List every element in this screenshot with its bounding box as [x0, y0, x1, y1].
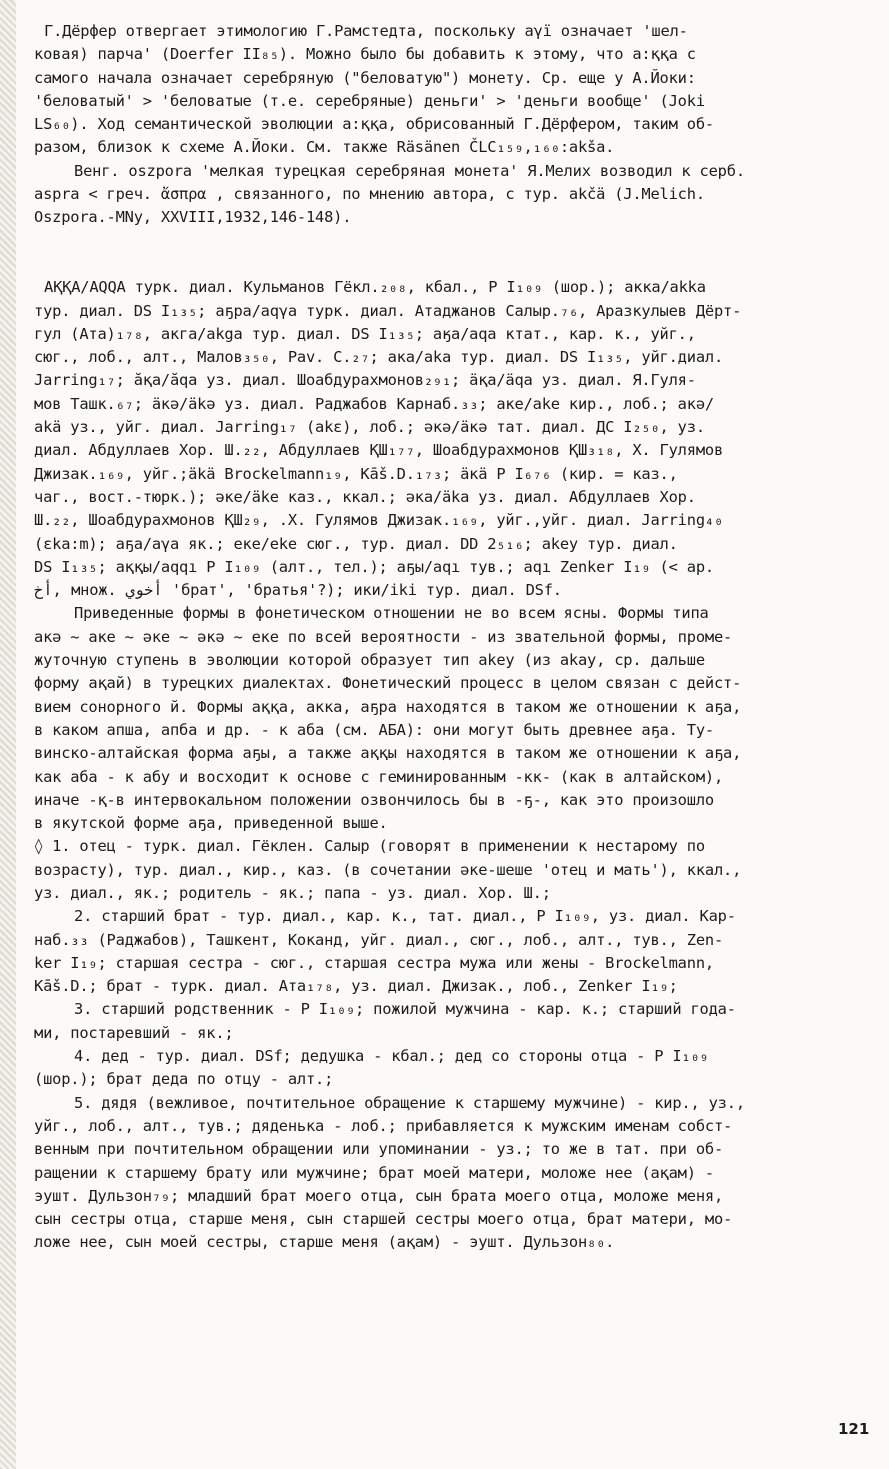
- paragraph-gap: [34, 230, 878, 253]
- text-line: тур. диал. DS I₁₃₅; аҕра/aqγa турк. диал. Атаджанов Салыр.₇₆, Аразкулыев Дёрт-: [34, 301, 742, 320]
- text-line: самого начала означает серебряную ("беловатую") монету. Ср. еще у А.Йоки:: [34, 68, 696, 87]
- meaning-line: уз. диал., як.; родитель - як.; папа - уз. диал. Хор. Ш.;: [34, 883, 551, 902]
- text-line: гул (Ата)₁₇₈, акга/akga тур. диал. DS I₁₃₅; аӄа/aqa ктат., кар. к., уйг.,: [34, 324, 696, 343]
- text-line: в каком апша, апба и др. - к аба (см. АБА): они могут быть древнее аҕа. Ту-: [34, 720, 714, 739]
- text-line: akä уз., уйг. диал. Jarring₁₇ (akε), лоб.; әкә/ӓкә тат. диал. ДС I₂₅₀, уз.: [34, 418, 705, 437]
- page-number: 121: [838, 1420, 870, 1438]
- meaning-line: наб.₃₃ (Раджабов), Ташкент, Коканд, уйг. диал., сюг., лоб., алт., тув., Zen-: [34, 930, 724, 949]
- meaning-line: 5. дядя (вежливое, почтительное обращение к старшему мужчине) - кир., уз.,: [74, 1093, 745, 1112]
- meaning-line: сын сестры отца, старше меня, сын старшей сестры моего отца, брат матери, мо-: [34, 1210, 733, 1229]
- text-line: жуточную ступень в эволюции которой образует тип akey (из akay, ср. дальше: [34, 651, 705, 670]
- text-line: иначе -қ-в интервокальном положении озвончилось бы в -ҕ-, как это произошло: [34, 790, 714, 809]
- meaning-line: (шор.); брат деда по отцу - алт.;: [34, 1070, 334, 1089]
- meaning-line: 4. дед - тур. диал. DSf; дедушка - кбал.; дед со стороны отца - Р I₁₀₉: [74, 1047, 709, 1066]
- meaning-line: 2. старший брат - тур. диал., кар. к., тат. диал., Р I₁₀₉, уз. диал. Кар-: [74, 907, 736, 926]
- text-line: винско-алтайская форма аҕы, а также аққы находятся в таком же отношении к аҕа,: [34, 744, 742, 763]
- text-line: Венг. oszpora 'мелкая турецкая серебряная монета' Я.Мелих возводил к серб.: [74, 161, 745, 180]
- text-line: Г.Дёрфер отвергает этимологию Г.Рамстедта, поскольку aγï означает 'шел-: [44, 22, 688, 40]
- meaning-line: ◊ 1. отец - турк. диал. Гёклен. Салыр (говорят в применении к нестарому по: [34, 837, 705, 856]
- text-line: чаг., вост.-тюрк.); әке/äke каз., ккал.; әка/äka уз. диал. Абдуллаев Хор.: [34, 487, 696, 506]
- text-line: Джизак.₁₆₉, уйг.;äkä Brockelmann₁₉, Kāš.D.₁₇₃; ӓкӓ Р I₆₇₆ (кир. = каз.,: [34, 464, 678, 483]
- text-line: aspra < греч. ἄσπρα , связанного, по мнению автора, с тур. akčä (J.Melich.: [34, 185, 705, 204]
- meaning-line: ми, постаревший - як.;: [34, 1023, 234, 1042]
- text-line: ковая) парча' (Doerfer II₈₅). Можно было бы добавить к этому, что a:ққa с: [34, 45, 696, 64]
- meaning-line: ложе нее, сын моей сестры, старше меня (ақам) - эушт. Дульзон₈₀.: [34, 1233, 615, 1252]
- entry-headword-line: АҚҚА/AQQA турк. диал. Кульманов Гёкл.₂₀₈, кбал., Р I₁₀₉ (шор.); акка/akka: [44, 278, 706, 297]
- meaning-line: возрасту), тур. диал., кир., каз. (в сочетании әке-шеше 'отец и мать'), ккал.,: [34, 860, 742, 879]
- paragraph-gap: [34, 253, 878, 276]
- meaning-line: 3. старший родственник - Р I₁₀₉; пожилой мужчина - кар. к.; старший года-: [74, 1000, 736, 1019]
- text-line: 'беловатый' > 'беловатые (т.е. серебряные) деньги' > 'деньги вообще' (Joki: [34, 91, 705, 110]
- meaning-line: ker I₁₉; старшая сестра - сюг., старшая сестра мужа или жены - Brockelmann,: [34, 953, 714, 972]
- text-line: DS I₁₃₅; аққы/aqqı Р I₁₀₉ (алт., тел.); аҕы/aqı тув.; aqı Zenker I₁₉ (< ар.: [34, 557, 714, 576]
- text-line: LS₆₀). Ход семантической эволюции a:ққa, обрисованный Г.Дёрфером, таким об-: [34, 115, 714, 134]
- text-line: разом, близок к схеме А.Йоки. См. также Räsänen ČLC₁₅₉,₁₆₀:akša.: [34, 138, 615, 157]
- text-line: Ш.₂₂, Шоабдурахмонов ҚШ₂₉, .Х. Гулямов Джизак.₁₆₉, уйг.,уйг. диал. Jarring₄₀: [34, 511, 724, 530]
- text-line: мов Ташк.₆₇; ӓкә/ӓkә уз. диал. Раджабов Карнаб.₃₃; аке/ake кир., лоб.; акә/: [34, 394, 714, 413]
- text-line: Приведенные формы в фонетическом отношении не во всем ясны. Формы типа: [74, 604, 709, 623]
- text-line: акә ~ аке ~ әке ~ әкә ~ еке по всей вероятности - из звательной формы, проме-: [34, 627, 733, 646]
- meaning-line: эушт. Дульзон₇₉; младший брат моего отца, сын брата моего отца, моложе меня,: [34, 1186, 724, 1205]
- dictionary-text: [34, 20, 878, 1255]
- text-line: диал. Абдуллаев Хор. Ш.₂₂, Абдуллаев ҚШ₁₇₇, Шоабдурахмонов ҚШ₃₁₈, Х. Гулямов: [34, 441, 724, 460]
- meaning-line: венным при почтительном обращении или упоминании - уз.; то же в тат. при об-: [34, 1140, 724, 1159]
- text-line: форму ақай) в турецких диалектах. Фонетический процесс в целом связан с дейст-: [34, 674, 742, 693]
- text-line: сюг., лоб., алт., Малов₃₅₀, Pav. C.₂₇; ака/aka тур. диал. DS I₁₃₅, уйг.диал.: [34, 348, 724, 367]
- text-line: как аба - к абу и восходит к основе с геминированным -кк- (как в алтайском),: [34, 767, 724, 786]
- text-line: أخ, множ. أخوي 'брат', 'братья'?); ики/iki тур. диал. DSf.: [34, 581, 562, 600]
- text-line: Jarring₁₇; ӑқа/ӑqa уз. диал. Шоабдурахмонов₂₉₁; ӓқа/ӓqa уз. диал. Я.Гуля-: [34, 371, 696, 390]
- text-line: (εka:m); аҕа/aγa як.; еке/eke сюг., тур. диал. DD 2₅₁₆; akey тур. диал.: [34, 534, 678, 553]
- text-line: в якутской форме аҕа, приведенной выше.: [34, 814, 388, 833]
- meaning-line: Kāš.D.; брат - турк. диал. Ата₁₇₈, уз. диал. Джизак., лоб., Zenker I₁₉;: [34, 977, 678, 996]
- meaning-line: уйг., лоб., алт., тув.; дяденька - лоб.; прибавляется к мужским именам собст-: [34, 1116, 733, 1135]
- text-line: вием сонорного й. Формы аққа, акка, аҕра находятся в таком же отношении к аҕа,: [34, 697, 742, 716]
- meaning-line: ращении к старшему брату или мужчине; брат моей матери, моложе нее (ақам) -: [34, 1163, 714, 1182]
- scan-shadow-edge: [0, 0, 16, 1469]
- text-line: Oszpora.-MNy, XXVIII,1932,146-148).: [34, 208, 352, 227]
